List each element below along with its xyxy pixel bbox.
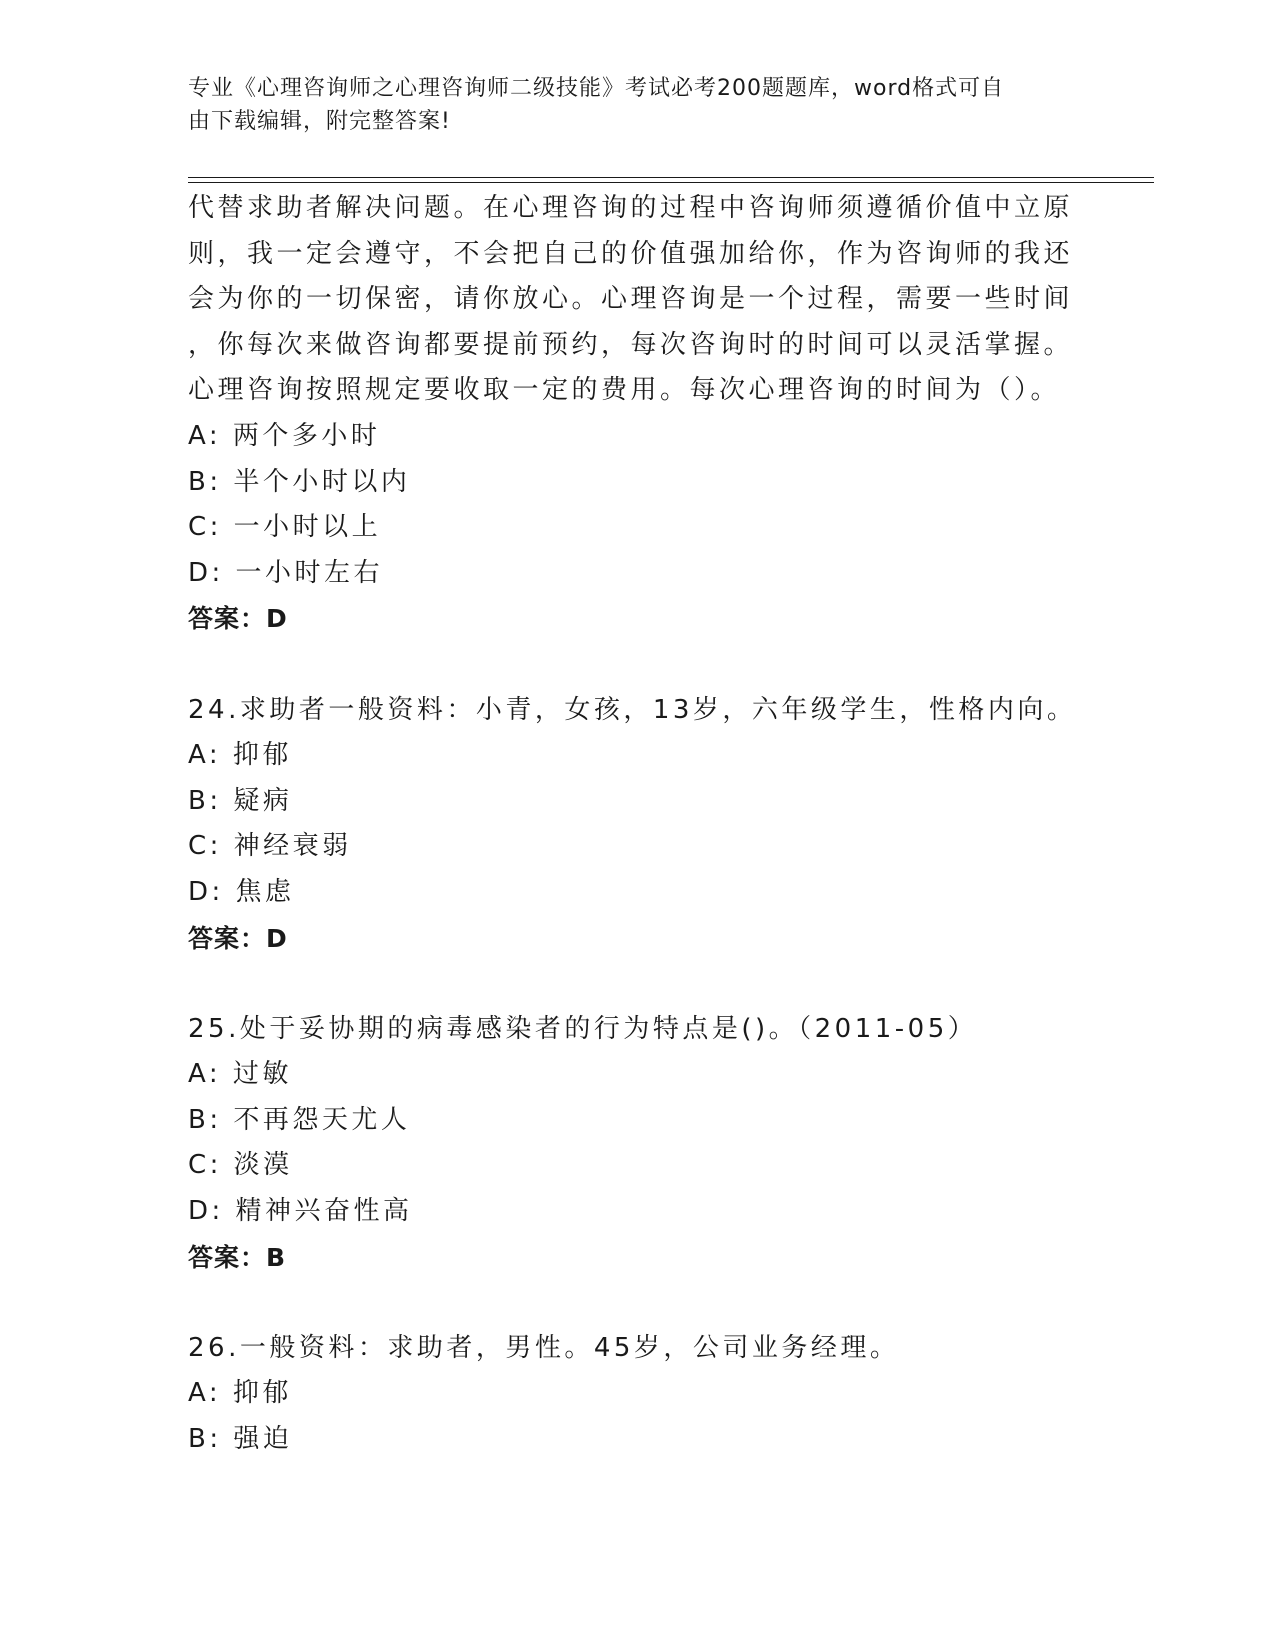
question-text-line: 会为你的一切保密，请你放心。心理咨询是一个过程，需要一些时间 xyxy=(188,284,1074,315)
option-c: C: 一小时以上 xyxy=(188,512,382,543)
question-text-line: 心理咨询按照规定要收取一定的费用。每次心理咨询的时间为（）。 xyxy=(188,375,1061,406)
question-25 xyxy=(188,1007,1088,1281)
option-b: B: 半个小时以内 xyxy=(188,466,411,497)
question-title: 26.一般资料：求助者，男性。45岁，公司业务经理。 xyxy=(188,1332,900,1363)
question-text-line: ，你每次来做咨询都要提前预约，每次咨询时的时间可以灵活掌握。 xyxy=(188,329,1074,360)
question-26 xyxy=(188,1326,1088,1463)
document-header xyxy=(188,72,1068,138)
answer: 答案：D xyxy=(188,604,288,634)
option-a: A: 两个多小时 xyxy=(188,420,381,451)
option-b: B: 疑病 xyxy=(188,785,293,816)
option-c: C: 淡漠 xyxy=(188,1150,293,1181)
header-line-2: 由下载编辑，附完整答案! xyxy=(188,109,451,134)
question-title: 25.处于妥协期的病毒感染者的行为特点是()。（2011-05） xyxy=(188,1013,978,1044)
header-line-1: 专业《心理咨询师之心理咨询师二级技能》考试必考200题题库，word格式可自 xyxy=(188,76,1005,101)
spacer xyxy=(188,642,1088,688)
spacer xyxy=(188,961,1088,1007)
answer: 答案：B xyxy=(188,1242,287,1272)
document-body xyxy=(188,186,1088,1463)
header-rule-top xyxy=(188,177,1154,178)
option-d: D: 精神兴奋性高 xyxy=(188,1196,413,1227)
option-a: A: 抑郁 xyxy=(188,740,292,771)
option-a: A: 过敏 xyxy=(188,1059,292,1090)
question-text-line: 则，我一定会遵守，不会把自己的价值强加给你，作为咨询师的我还 xyxy=(188,238,1074,269)
question-24 xyxy=(188,688,1088,962)
question-23 xyxy=(188,186,1088,642)
option-b: B: 不再怨天尤人 xyxy=(188,1104,411,1135)
option-d: D: 一小时左右 xyxy=(188,557,384,588)
question-text-line: 代替求助者解决问题。在心理咨询的过程中咨询师须遵循价值中立原 xyxy=(188,193,1074,223)
option-b: B: 强迫 xyxy=(188,1424,293,1455)
answer: 答案：D xyxy=(188,923,288,953)
header-rule-bottom xyxy=(188,182,1154,183)
spacer xyxy=(188,1280,1088,1326)
option-a: A: 抑郁 xyxy=(188,1378,292,1409)
question-title: 24.求助者一般资料：小青，女孩，13岁，六年级学生，性格内向。 xyxy=(188,694,1077,725)
option-c: C: 神经衰弱 xyxy=(188,831,352,862)
option-d: D: 焦虑 xyxy=(188,876,295,907)
